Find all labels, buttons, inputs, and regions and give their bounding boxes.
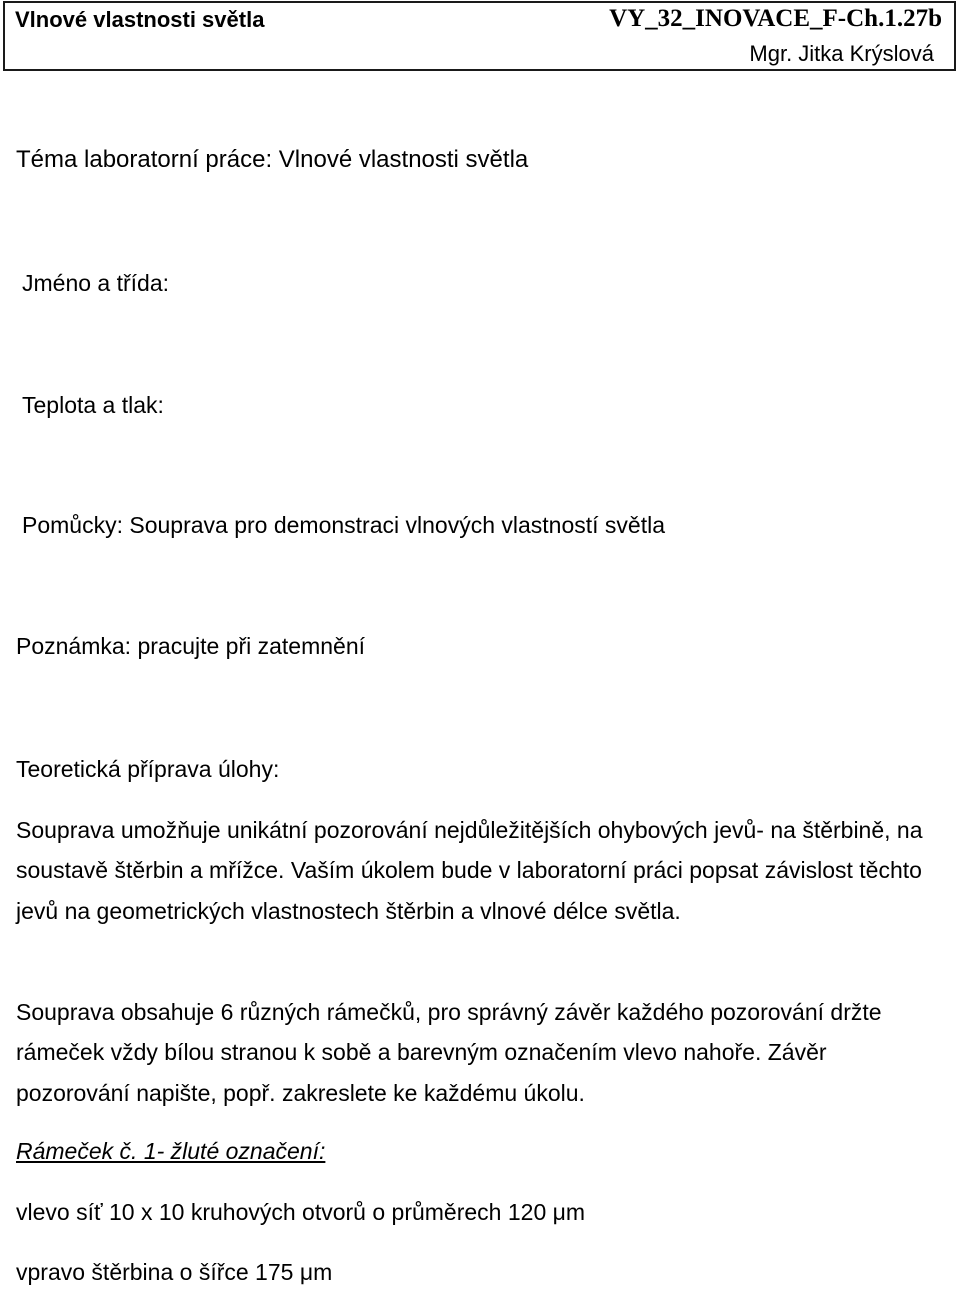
- frame-1-left-line: vlevo síť 10 x 10 kruhových otvorů o průměrech 120 μm: [16, 1199, 586, 1225]
- document-title: Vlnové vlastnosti světla: [15, 7, 265, 32]
- theory-heading: Teoretická příprava úlohy:: [16, 756, 280, 782]
- document-header: [3, 1, 956, 71]
- theory-paragraph-1: Souprava umožňuje unikátní pozorování nejdůležitějších ohybových jevů- na štěrbině, na soustavě štěrbin a mřížce. Vaším úkolem bude v laboratorní práci popsat závislost těchto jevů na geometrických vlastnostech štěrbin a vlnové délce světla.: [16, 817, 923, 924]
- tools-line: Pomůcky: Souprava pro demonstraci vlnových vlastností světla: [22, 512, 666, 538]
- document-code: VY_32_INOVACE_F-Ch.1.27b: [609, 5, 942, 32]
- temperature-pressure-label: Teplota a tlak:: [22, 392, 164, 418]
- name-class-label: Jméno a třída:: [22, 270, 170, 296]
- note-line: Poznámka: pracujte při zatemnění: [16, 633, 366, 659]
- lab-topic: Téma laboratorní práce: Vlnové vlastnosti světla: [16, 146, 529, 173]
- document-author: Mgr. Jitka Krýslová: [749, 41, 934, 66]
- theory-paragraph-2: Souprava obsahuje 6 různých rámečků, pro správný závěr každého pozorování držte rámeček vždy bílou stranou k sobě a barevným označením vlevo nahoře. Závěr pozorování napište, popř. zakreslete ke každému úkolu.: [16, 999, 882, 1106]
- frame-1-heading: Rámeček č. 1- žluté označení:: [16, 1138, 326, 1164]
- frame-1-right-line: vpravo štěrbina o šířce 175 μm: [16, 1259, 333, 1285]
